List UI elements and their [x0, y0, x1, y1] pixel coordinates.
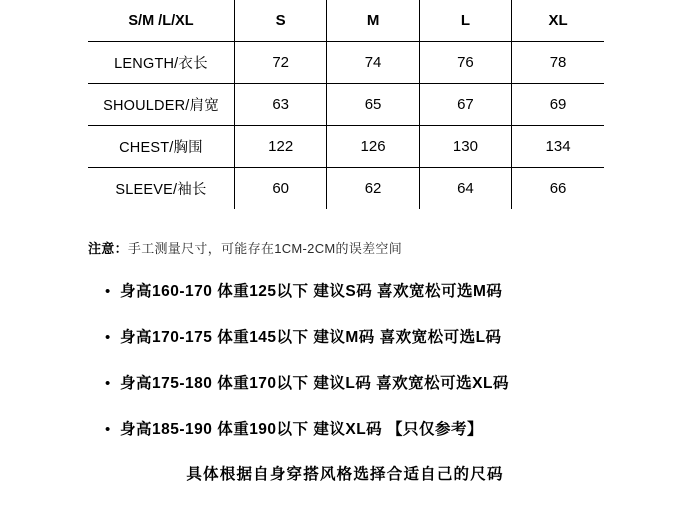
cell-shoulder-m: 65	[327, 84, 419, 126]
row-label-shoulder: SHOULDER/肩宽	[88, 84, 235, 126]
table-row	[88, 84, 604, 126]
table-row	[88, 42, 604, 84]
cell-shoulder-s: 63	[235, 84, 327, 126]
table-header-cell-s: S	[235, 0, 327, 42]
cell-length-m: 74	[327, 42, 419, 84]
bullet-icon: •	[105, 329, 111, 346]
list-item-text: 身高170-175 体重145以下 建议M码 喜欢宽松可选L码	[120, 329, 502, 346]
list-item	[100, 418, 600, 442]
cell-sleeve-xl: 66	[512, 168, 604, 210]
cell-length-s: 72	[235, 42, 327, 84]
cell-sleeve-l: 64	[419, 168, 511, 210]
row-label-chest: CHEST/胸围	[88, 126, 235, 168]
table-row	[88, 126, 604, 168]
table-header-row	[88, 0, 604, 42]
cell-shoulder-l: 67	[419, 84, 511, 126]
bullet-icon: •	[105, 375, 111, 392]
cell-chest-l: 130	[419, 126, 511, 168]
size-table	[88, 0, 604, 209]
table-header-cell-size: S/M /L/XL	[88, 0, 235, 42]
cell-shoulder-xl: 69	[512, 84, 604, 126]
list-item-text: 身高175-180 体重170以下 建议L码 喜欢宽松可选XL码	[120, 375, 509, 392]
bullet-icon: •	[105, 421, 111, 438]
cell-sleeve-s: 60	[235, 168, 327, 210]
list-item	[100, 326, 600, 350]
table-row	[88, 168, 604, 210]
measurement-note-label: 注意：	[88, 241, 128, 256]
list-item-text: 身高160-170 体重125以下 建议S码 喜欢宽松可选M码	[120, 283, 503, 300]
table-header-cell-m: M	[327, 0, 419, 42]
list-item-text: 身高185-190 体重190以下 建议XL码 【只仅参考】	[120, 421, 483, 438]
list-item	[100, 280, 600, 304]
row-label-length: LENGTH/衣长	[88, 42, 235, 84]
cell-chest-xl: 134	[512, 126, 604, 168]
table-header-cell-l: L	[419, 0, 511, 42]
bullet-icon: •	[105, 283, 111, 300]
size-table-container	[88, 0, 604, 209]
cell-length-l: 76	[419, 42, 511, 84]
footer-note: 具体根据自身穿搭风格选择合适自己的尺码	[186, 466, 504, 483]
size-recommendation-list	[100, 280, 600, 464]
row-label-sleeve: SLEEVE/袖长	[88, 168, 235, 210]
list-item	[100, 372, 600, 396]
table-header-cell-xl: XL	[512, 0, 604, 42]
cell-chest-s: 122	[235, 126, 327, 168]
measurement-note	[88, 238, 402, 257]
cell-length-xl: 78	[512, 42, 604, 84]
cell-chest-m: 126	[327, 126, 419, 168]
measurement-note-text: 手工测量尺寸，可能存在1CM-2CM的误差空间	[127, 241, 403, 256]
cell-sleeve-m: 62	[327, 168, 419, 210]
